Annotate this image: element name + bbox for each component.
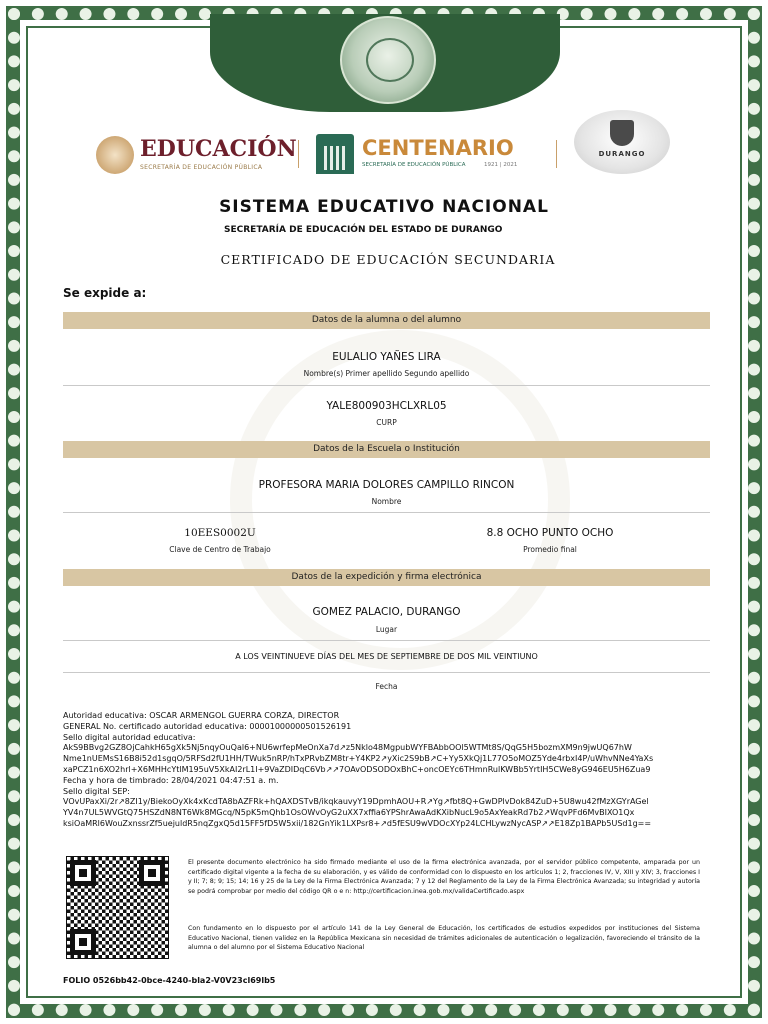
student-name: EULALIO YAÑES LIRA: [332, 351, 441, 363]
legal-paragraph-validity: Con fundamento en lo dispuesto por el artículo 141 de la Ley General de Educación, los certificados de estudios expedidos por instituciones del Sistema Educativo Nacional, tienen validez en la República Mexicana sin necesidad de trámites adicionales de autenticación o legalización, favoreciendo el tránsito de la alumna o del alumno por el Sistema Educativo Nacional: [188, 925, 700, 952]
qr-finder-icon: [70, 929, 96, 955]
logo-durango: [574, 110, 670, 174]
issue-date: A LOS VEINTINUEVE DÍAS DEL MES DE SEPTIEMBRE DE DOS MIL VEINTIUNO: [235, 652, 538, 661]
logo-durango-word: DURANGO: [598, 150, 646, 158]
logo-educacion: [96, 134, 297, 178]
main-title: SISTEMA EDUCATIVO NACIONAL: [219, 197, 549, 217]
separator: [63, 672, 710, 673]
sep-seal-line: YV4n7UL5WVGtQ75HSZdN8NT6Wk8MGcq/N5pK5mQhb1OsOWvOyG2uXX7xffia6YPShrAwaAdKXibNucL9o5AxYeakRd7b2↗WqvPFd6MvBIXO1Qx: [63, 808, 635, 818]
certificate-title: CERTIFICADO DE EDUCACIÓN SECUNDARIA: [220, 252, 556, 267]
logo-divider: [298, 140, 299, 168]
school-clave: 10EES0002U: [184, 527, 256, 539]
section-expedicion: Datos de la expedición y firma electrónica: [63, 569, 710, 586]
authority-line: Autoridad educativa: OSCAR ARMENGOL GUERRA CORZA, DIRECTOR: [63, 711, 340, 720]
logo-divider: [556, 140, 557, 168]
logo-centenario-years: 1921 | 2021: [484, 162, 518, 168]
national-emblem-icon: [340, 16, 436, 104]
student-curp: YALE800903HCLXRL05: [326, 400, 447, 412]
authority-seal-line: Nme1nUEMsS16B8i52d1sgqO/5RFSd2fU1HH/TWuk5nRP/hTxPRvbZM8tr+Y4KP2↗yXic2S9bB↗C+Yy5XkQj1L77O5oMOZ5Yde4rbxI4P/uWhvNNe4YaXs: [63, 754, 654, 764]
legal-paragraph-signature: El presente documento electrónico ha sido firmado mediante el uso de la firma electrónica avanzada, por el servidor público competente, amparada por un certificado digital vigente a la fecha de su elaboración, y es válido de conformidad con lo dispuesto en los artículos 1; 2, fracciones IV, V, XIII y XIV; 3, fracciones I y II; 7; 8; 9; 15; 14; 16 y 25 de la Ley de la Firma Electrónica Avanzada; 7 y 12 del Reglamento de la Ley de la Firma Electrónica Avanzada; su integridad y autoría se podrá comprobar por medio del código QR o e n: http://certificacion.inea.gob.mx/validaCertificado.aspx: [188, 859, 700, 895]
authority-seal-label: Sello digital autoridad educativa:: [63, 732, 196, 742]
stamp-date-line: Fecha y hora de timbrado: 28/04/2021 04:47:51 a. m.: [63, 775, 279, 785]
logo-educacion-word: EDUCACIÓN: [140, 136, 297, 162]
emblem-eagle-icon: [366, 38, 414, 82]
general-number-line: GENERAL No. certificado autoridad educativa: 00001000000501526191: [63, 721, 352, 731]
qr-finder-icon: [70, 860, 96, 886]
issue-place-caption: Lugar: [375, 625, 398, 634]
se-expide-label: Se expide a:: [63, 286, 147, 300]
logo-centenario-subtitle: SECRETARÍA DE EDUCACIÓN PÚBLICA: [362, 162, 466, 168]
final-average-caption: Promedio final: [523, 545, 577, 554]
logo-centenario: [316, 132, 556, 178]
sep-seal-icon: [96, 136, 134, 174]
student-name-caption: Nombre(s) Primer apellido Segundo apellido: [303, 369, 470, 378]
separator: [63, 385, 710, 386]
issue-place: GOMEZ PALACIO, DURANGO: [312, 606, 461, 618]
folio-number: FOLIO 0526bb42-0bce-4240-bla2-V0V23cl69lb5: [63, 976, 276, 985]
final-average: 8.8 OCHO PUNTO OCHO: [486, 527, 614, 539]
signature-metadata: [63, 711, 713, 830]
separator: [63, 640, 710, 641]
sep-seal-line: ksiOaMRl6WouZxnssrZf5uejuldR5nqZgxQ5d15FF5fD5W5xii/182GnYik1LXPsr8+↗d5fESU9wVDOcXYp24LCHLywzNycASP↗↗E18Zp1BAPb5USd1g==: [63, 818, 652, 828]
authority-seal-line: xaPCZ1n6XO2hrl+X6MHHcYtlM195uV5XkAI2rL1I+9VaZDIDqC6Vb↗↗7OAvODSODOxBhC+oncOEYc6THmnRulKWBb5YrtIH5CWe8yG946EU5H6Zua9: [63, 764, 651, 774]
qr-code-icon: [66, 856, 169, 959]
section-escuela: Datos de la Escuela o Institución: [63, 441, 710, 458]
separator: [63, 512, 710, 513]
durango-shield-icon: [610, 120, 634, 146]
school-name: PROFESORA MARIA DOLORES CAMPILLO RINCON: [258, 479, 515, 491]
secretaria-title: SECRETARÍA DE EDUCACIÓN DEL ESTADO DE DURANGO: [224, 225, 503, 235]
sep-seal-label: Sello digital SEP:: [63, 786, 130, 796]
centenario-building-icon: [316, 134, 354, 174]
school-name-caption: Nombre: [371, 497, 402, 506]
logo-centenario-word: CENTENARIO: [362, 136, 514, 160]
issue-date-caption: Fecha: [375, 682, 398, 691]
section-alumno: Datos de la alumna o del alumno: [63, 312, 710, 329]
school-clave-caption: Clave de Centro de Trabajo: [169, 545, 271, 554]
authority-seal-line: AkS9BBvg2GZ8OjCahkH65gXk5Nj5nqyOuQal6+NU6wrfepMeOnXa7d↗z5Nklo48MgpubWYFBAbbOOl5WTMt8S/QqG5H5bozmXM9n9jwUQ67hW: [63, 743, 632, 753]
logo-educacion-subtitle: SECRETARÍA DE EDUCACIÓN PÚBLICA: [140, 164, 263, 171]
student-curp-caption: CURP: [376, 418, 397, 427]
sep-seal-line: VOvUPaxXi/2r↗8ZI1y/BiekoOyXk4xKcdTA8bAZFRk+hQAXDSTvB/ikqkauvyY19DpmhAOU+R↗Yg↗fbt8Q+GwDPlvDok84ZuD+5U8wu42fMzXGYrAGel: [63, 797, 649, 807]
qr-finder-icon: [139, 860, 165, 886]
